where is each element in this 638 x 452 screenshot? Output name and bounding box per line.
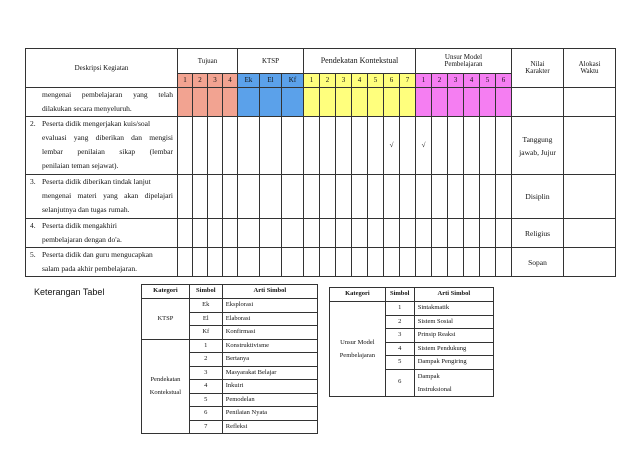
legend-header: Kategori (142, 285, 190, 299)
legend-symbol: 2 (385, 315, 414, 329)
unsur-num: 5 (480, 74, 496, 88)
pk-num: 3 (336, 74, 352, 88)
legend-symbol: El (189, 312, 222, 326)
legend-symbol: 1 (385, 302, 414, 316)
lesson-activity-table (25, 48, 616, 277)
legend-meaning: Eksplorasi (222, 299, 317, 313)
unsur-num: 4 (464, 74, 480, 88)
table-row (26, 219, 616, 248)
nilai-karakter: Sopan (512, 248, 564, 277)
activity-description: 4. Peserta didik mengakhiri pembelajaran dengan do'a. (26, 219, 178, 248)
nilai-karakter (512, 88, 564, 117)
legend-category: KTSP (142, 299, 190, 340)
pk-num: 4 (352, 74, 368, 88)
legend-meaning: Prinsip Reaksi (414, 329, 493, 343)
legend-symbol: 7 (189, 420, 222, 434)
pk-num: 5 (368, 74, 384, 88)
nilai-karakter: Religius (512, 219, 564, 248)
nilai-karakter: Tanggung jawab, Jujur (512, 117, 564, 175)
legend-meaning: Penilaian Nyata (222, 407, 317, 421)
legend-category: Unsur Model Pembelajaran (330, 302, 386, 397)
check-mark: √ (384, 117, 400, 175)
activity-description: mengenai pembelajaran yang telah dilakukan secara menyeluruh. (26, 88, 178, 117)
table-row (26, 175, 616, 219)
table-row (26, 88, 616, 117)
legend-header: Simbol (385, 288, 414, 302)
header-unsur: Unsur Model Pembelajaran (416, 49, 512, 74)
nilai-karakter: Disiplin (512, 175, 564, 219)
legend-header: Arti Simbol (222, 285, 317, 299)
pk-num: 6 (384, 74, 400, 88)
legend-category: Pendekatan Kontekstual (142, 339, 190, 434)
legend-meaning: Pemodelan (222, 393, 317, 407)
activity-description: 3. Peserta didik diberikan tindak lanjut mengenai materi yang akan dipelajari selanjutnya dan tugas rumah. (26, 175, 178, 219)
header-pendekatan: Pendekatan Kontekstual (304, 49, 416, 74)
legend-meaning: Refleksi (222, 420, 317, 434)
legend-symbol: 6 (385, 369, 414, 396)
unsur-num: 6 (496, 74, 512, 88)
ktsp-code: Ek (238, 74, 260, 88)
legend-meaning: Sistem Sosial (414, 315, 493, 329)
table-row (26, 248, 616, 277)
header-row (26, 49, 616, 74)
legend-header: Simbol (189, 285, 222, 299)
legend-title: Keterangan Tabel (34, 287, 105, 297)
legend-symbol: 6 (189, 407, 222, 421)
legend-meaning: Konstruktivisme (222, 339, 317, 353)
table-row (26, 117, 616, 175)
check-mark: √ (416, 117, 432, 175)
unsur-num: 3 (448, 74, 464, 88)
tujuan-num: 1 (178, 74, 193, 88)
header-ktsp: KTSP (238, 49, 304, 74)
legend-meaning: Elaborasi (222, 312, 317, 326)
pk-num: 1 (304, 74, 320, 88)
legend-symbol: 2 (189, 353, 222, 367)
legend-symbol: Ek (189, 299, 222, 313)
ktsp-code: Kf (282, 74, 304, 88)
legend-meaning: Sintakmatik (414, 302, 493, 316)
tujuan-num: 4 (223, 74, 238, 88)
activity-description: 5. Peserta didik dan guru mengucapkan salam pada akhir pembelajaran. (26, 248, 178, 277)
legend-symbol: Kf (189, 326, 222, 340)
legend-symbol: 3 (385, 329, 414, 343)
ktsp-code: El (260, 74, 282, 88)
legend-meaning: Masyarakat Belajar (222, 366, 317, 380)
header-tujuan: Tujuan (178, 49, 238, 74)
legend-header: Arti Simbol (414, 288, 493, 302)
unsur-num: 2 (432, 74, 448, 88)
legend-meaning: Sistem Pendukung (414, 342, 493, 356)
header-nilai: Nilai Karakter (512, 49, 564, 88)
tujuan-num: 2 (193, 74, 208, 88)
tujuan-num: 3 (208, 74, 223, 88)
legend-meaning: Inkuiri (222, 380, 317, 394)
legend-symbol: 4 (385, 342, 414, 356)
legend-table-ktsp-pk (141, 284, 318, 434)
pk-num: 7 (400, 74, 416, 88)
unsur-num: 1 (416, 74, 432, 88)
legend-table-unsur (329, 287, 494, 397)
legend-meaning: Dampak Pengiring (414, 356, 493, 370)
legend-meaning: Bertanya (222, 353, 317, 367)
legend-symbol: 3 (189, 366, 222, 380)
legend-header: Kategori (330, 288, 386, 302)
legend-meaning: Dampak Instruksional (414, 369, 493, 396)
header-alokasi: Alokasi Waktu (564, 49, 616, 88)
legend-symbol: 5 (385, 356, 414, 370)
legend-symbol: 4 (189, 380, 222, 394)
legend-meaning: Konfirmasi (222, 326, 317, 340)
legend-symbol: 1 (189, 339, 222, 353)
pk-num: 2 (320, 74, 336, 88)
activity-description: 2. Peserta didik mengerjakan kuis/soal evaluasi yang diberikan dan mengisi lembar penilaian sikap (lembar penilaian teman sejawat). (26, 117, 178, 175)
header-deskripsi: Deskripsi Kegiatan (26, 49, 178, 88)
legend-symbol: 5 (189, 393, 222, 407)
